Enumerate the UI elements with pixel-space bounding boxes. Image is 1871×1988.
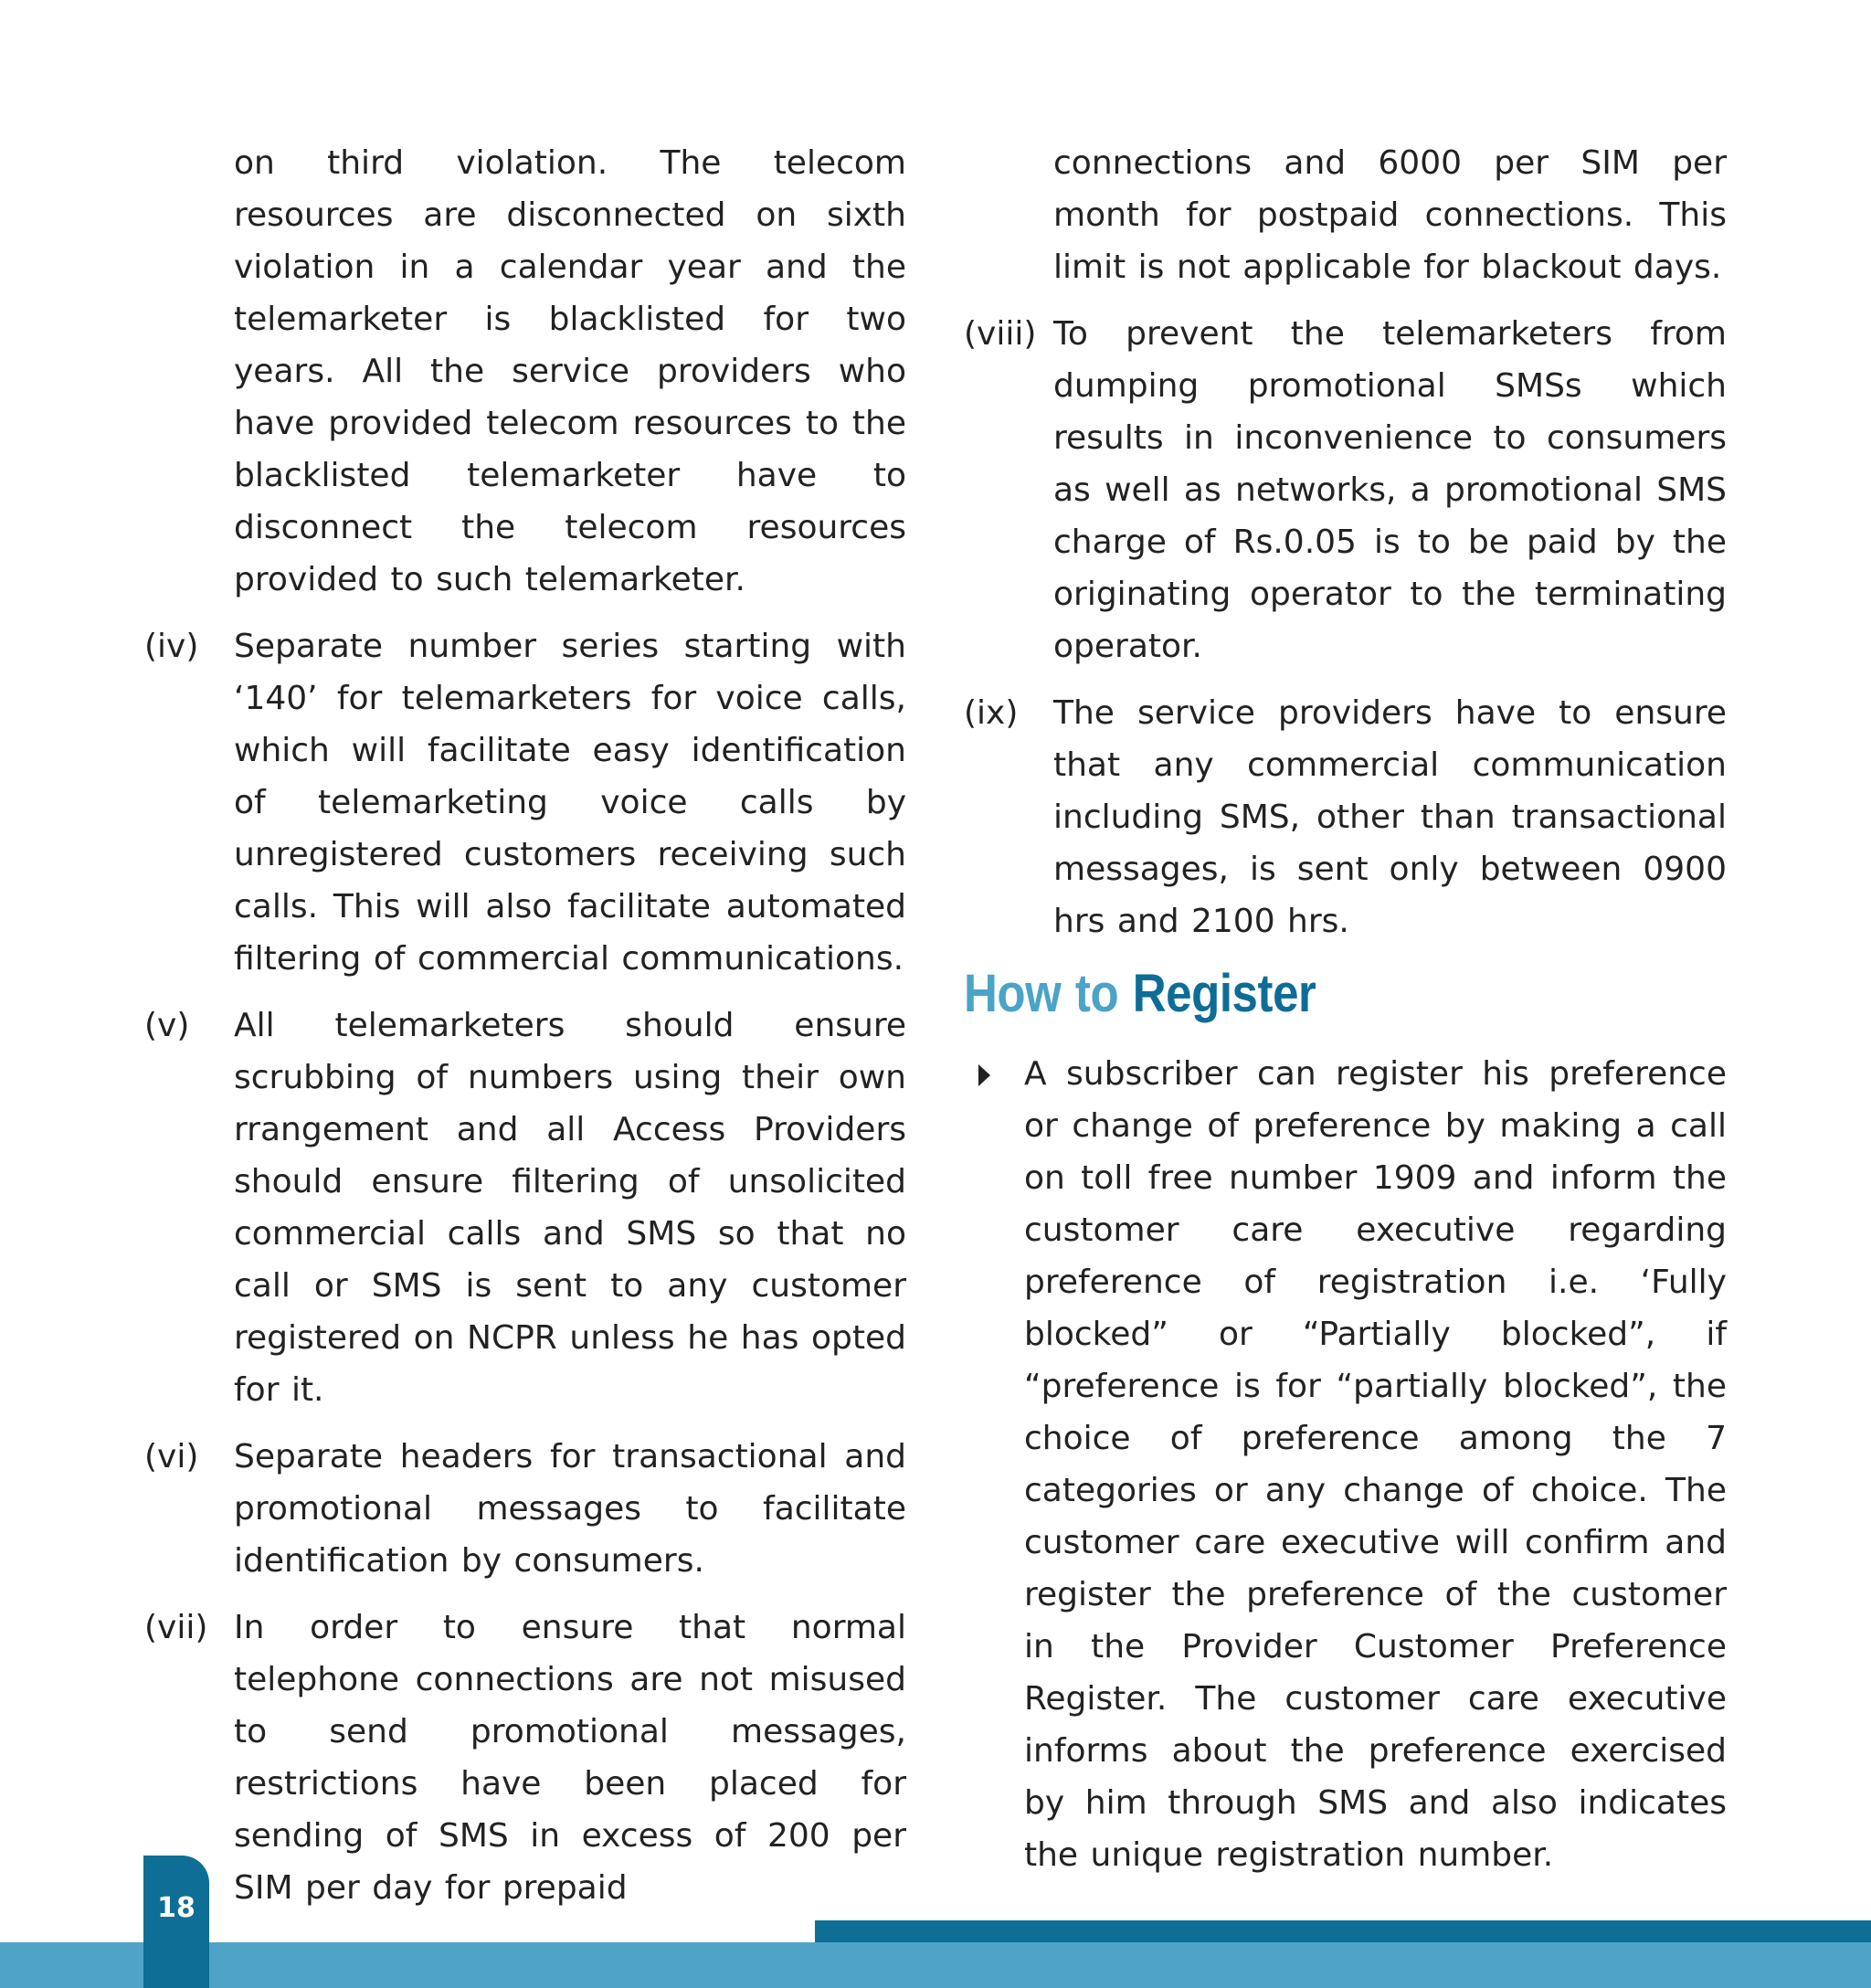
footer-band	[0, 1942, 1871, 1988]
list-item-ix	[964, 687, 1727, 947]
bullet-text: A subscriber can register his preference or change of preference by making a call on toll free number 1909 and inform the customer care executive regarding preference of registration i.e. ‘Fully blocked” or “Partially blocked”, if “preference is for “partially blocked”, the choice of preference among the 7 categories or any change of choice. The customer care executive will confirm and register the preference of the customer in the Provider Customer Preference Register. The customer care executive informs about the preference exercised by him through SMS and also indicates the unique registration number.	[1024, 1055, 1727, 1874]
list-item-iv	[144, 620, 906, 985]
item-text: In order to ensure that normal telephone connections are not misused to send promotional messages, restrictions have been placed for sending of SMS in excess of 200 per SIM per day for prepaid	[234, 1609, 906, 1907]
item-number: (viii)	[964, 315, 1037, 353]
item-text: Separate headers for transactional and promotional messages to facilitate identification by consumers.	[234, 1438, 906, 1580]
continued-paragraph: connections and 6000 per SIM per month for postpaid connections. This limit is not applicable for blackout days.	[1053, 144, 1727, 286]
list-item-vii	[144, 1602, 906, 1914]
right-column	[964, 137, 1727, 1881]
heading-part-light: How to	[964, 964, 1133, 1023]
item-number: (vii)	[144, 1609, 208, 1646]
item-number: (ix)	[964, 694, 1019, 732]
list-item-viii	[964, 308, 1727, 672]
item-number: (v)	[144, 1007, 190, 1044]
heading-part-dark: Register	[1132, 964, 1316, 1023]
item-text: The service providers have to ensure that any commercial communication including SMS, other than transactional messages, is sent only between 0900 hrs and 2100 hrs.	[1053, 694, 1727, 940]
footer-accent-bar	[815, 1920, 1871, 1942]
section-heading	[964, 962, 1635, 1026]
list-item-v	[144, 999, 906, 1416]
item-text: All telemarketers should ensure scrubbing of numbers using their own rrangement and all Access Providers should ensure filtering of unsolicited commercial calls and SMS so that no call or SMS is sent to any customer registered on NCPR unless he has opted for it.	[234, 1007, 906, 1409]
page-number-tab	[143, 1856, 209, 1988]
item-number: (vi)	[144, 1438, 199, 1475]
triangle-bullet-icon	[978, 1064, 990, 1086]
left-column	[144, 137, 906, 1929]
list-item-vi	[144, 1431, 906, 1587]
item-text: To prevent the telemarketers from dumping promotional SMSs which results in inconvenience to consumers as well as networks, a promotional SMS charge of Rs.0.05 is to be paid by the originating operator to the terminating operator.	[1053, 315, 1727, 665]
page-number: 18	[157, 1892, 196, 1924]
bullet-item	[964, 1048, 1727, 1881]
item-number: (iv)	[144, 628, 199, 665]
item-text: Separate number series starting with ‘140’ for telemarketers for voice calls, which will facilitate easy identification of telemarketing voice calls by unregistered customers receiving such calls. This will also facilitate automated filtering of commercial communications.	[234, 628, 906, 978]
continued-paragraph: on third violation. The telecom resources are disconnected on sixth violation in a calendar year and the telemarketer is blacklisted for two years. All the service providers who have provided telecom resources to the blacklisted telemarketer have to disconnect the telecom resources provided to such telemarketer.	[234, 144, 906, 598]
